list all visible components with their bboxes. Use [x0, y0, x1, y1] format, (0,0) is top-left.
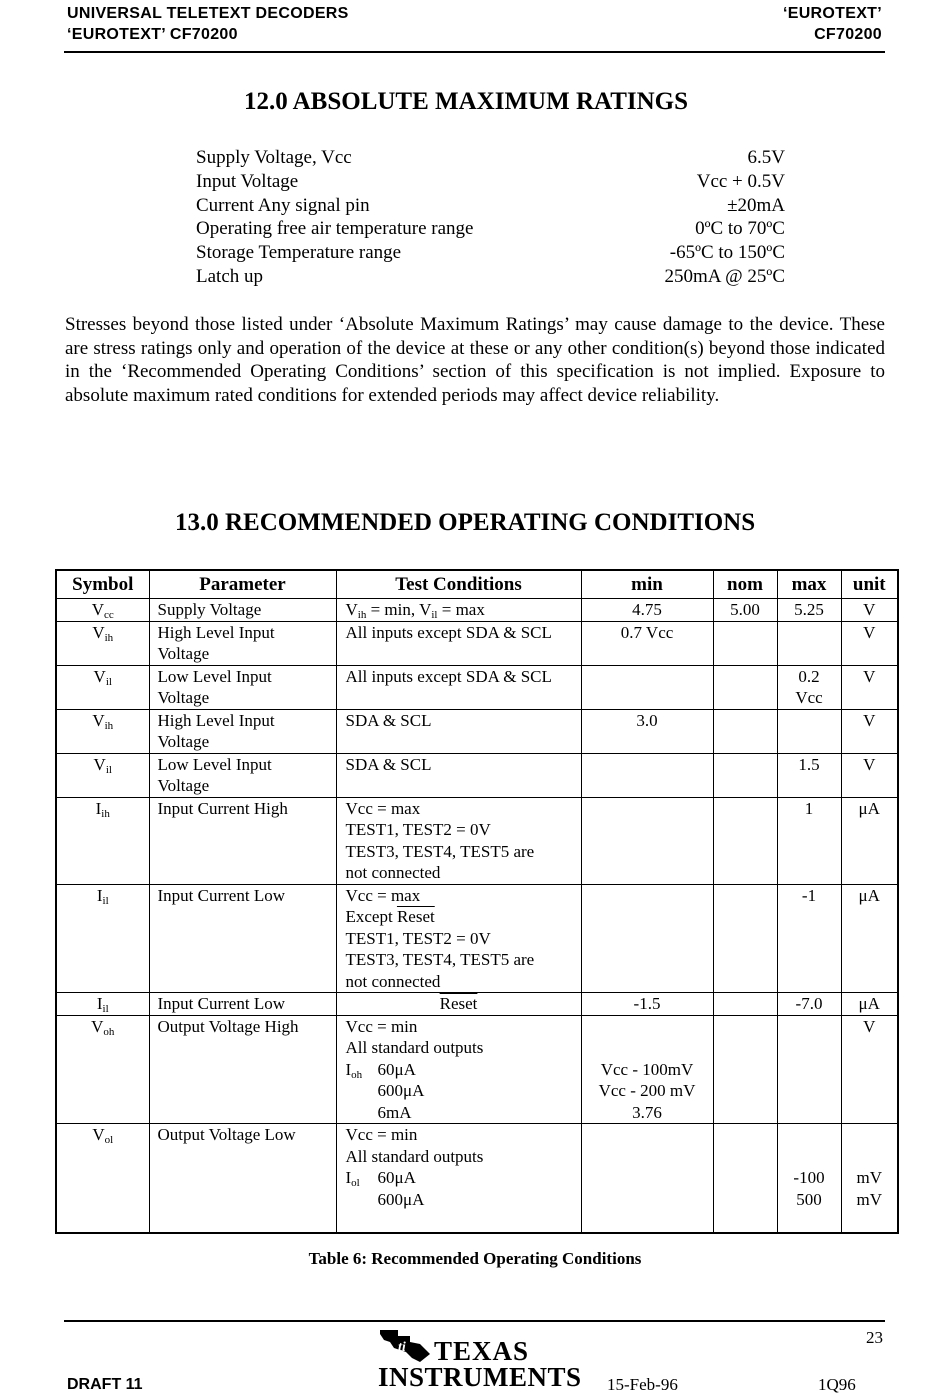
symbol-cell: $V_{cc}$: [56, 599, 149, 622]
rating-param: Storage Temperature range: [196, 242, 402, 264]
table-header-row: [56, 570, 898, 599]
column-header: Symbol: [56, 570, 149, 599]
header-left-line2: ‘EUROTEXT’ CF70200: [67, 26, 238, 43]
symbol-cell: $I_{ih}$: [56, 797, 149, 884]
symbol-cell: $V_{ol}$: [56, 1124, 149, 1233]
rating-value: ±20mA: [727, 194, 785, 216]
rating-value: Vcc + 0.5V: [696, 170, 785, 192]
unit-cell: V: [841, 621, 898, 665]
max-cell: 1.5: [777, 753, 841, 797]
table-row: [56, 884, 898, 993]
column-header: Test Conditions: [336, 570, 581, 599]
parameter-cell: Low Level Input Voltage: [149, 665, 336, 709]
rating-value: 6.5V: [747, 147, 785, 168]
max-cell: [777, 709, 841, 753]
unit-cell: V: [841, 665, 898, 709]
rating-value: 0ºC to 70ºC: [695, 218, 785, 240]
nom-cell: 5.00: [713, 599, 777, 622]
header-right-line1: ‘EUROTEXT’: [782, 5, 882, 22]
section-12-title: 12.0 ABSOLUTE MAXIMUM RATINGS: [244, 88, 689, 115]
table-row: [56, 599, 898, 622]
max-cell: -100 500: [777, 1124, 841, 1233]
column-header: Parameter: [149, 570, 336, 599]
rating-row: [196, 217, 785, 241]
nom-cell: [713, 753, 777, 797]
texas-instruments-logo: [376, 1328, 586, 1393]
operating-conditions-table: [55, 569, 899, 1234]
unit-cell: μA: [841, 884, 898, 993]
footer-date: 15-Feb-96: [607, 1375, 678, 1394]
header-right: [783, 3, 882, 45]
rating-param: Current Any signal pin: [196, 194, 370, 216]
min-cell: [581, 797, 713, 884]
condition-cell: Vcc = max TEST1, TEST2 = 0V TEST3, TEST4, TEST5 are not connected: [336, 797, 581, 884]
condition-cell: Vcc = max Except Reset TEST1, TEST2 = 0V TEST3, TEST4, TEST5 are not connected: [336, 884, 581, 993]
table-row: [56, 1124, 898, 1233]
max-cell: 1: [777, 797, 841, 884]
min-cell: [581, 1124, 713, 1233]
max-cell: 0.2 Vcc: [777, 665, 841, 709]
parameter-cell: High Level Input Voltage: [149, 709, 336, 753]
draft-label: DRAFT 11: [67, 1376, 143, 1393]
table-row: [56, 1015, 898, 1124]
parameter-cell: Low Level Input Voltage: [149, 753, 336, 797]
parameter-cell: Input Current Low: [149, 993, 336, 1016]
column-header: min: [581, 570, 713, 599]
unit-cell: mV mV: [841, 1124, 898, 1233]
unit-cell: V: [841, 1015, 898, 1124]
min-cell: [581, 753, 713, 797]
nom-cell: [713, 797, 777, 884]
rating-row: [196, 194, 785, 218]
rating-row: [196, 170, 785, 194]
page-number: 23: [866, 1328, 883, 1347]
unit-cell: V: [841, 753, 898, 797]
symbol-cell: $V_{ih}$: [56, 621, 149, 665]
min-cell: 3.0: [581, 709, 713, 753]
logo-line2: INSTRUMENTS: [378, 1362, 582, 1392]
nom-cell: [713, 1124, 777, 1233]
max-cell: [777, 1015, 841, 1124]
condition-cell: $V_{ih} = \min$, $V_{il} = \max$: [336, 599, 581, 622]
rating-row: [196, 146, 785, 170]
column-header: unit: [841, 570, 898, 599]
symbol-cell: $V_{il}$: [56, 665, 149, 709]
nom-cell: [713, 709, 777, 753]
min-cell: 4.75: [581, 599, 713, 622]
nom-cell: [713, 621, 777, 665]
footer-divider: [64, 1320, 885, 1322]
absolute-ratings-list: [196, 146, 785, 289]
max-cell: -7.0: [777, 993, 841, 1016]
ti-state-icon: [376, 1328, 434, 1364]
max-cell: [777, 621, 841, 665]
condition-cell: Vcc = min All standard outputs $I_{oh}$ 60μA 600μA 6mA: [336, 1015, 581, 1124]
symbol-cell: $V_{il}$: [56, 753, 149, 797]
symbol-cell: $I_{il}$: [56, 993, 149, 1016]
footer-quarter: 1Q96: [818, 1375, 856, 1394]
stress-paragraph: Stresses beyond those listed under ‘Absolute Maximum Ratings’ may cause damage to the device. These are stress ratings only and operation of the device at these or any other condition(s) beyond those indicated in the ‘Recommended Operating Conditions’ section of this specification is not implied. Exposure to absolute maximum rated conditions for extended periods may affect device reliability.: [65, 314, 885, 406]
condition-cell: All inputs except SDA & SCL: [336, 621, 581, 665]
rating-param: Operating free air temperature range: [196, 218, 474, 240]
table-row: [56, 665, 898, 709]
logo-line1: TEXAS: [434, 1336, 530, 1366]
table-caption: Table 6: Recommended Operating Conditions: [308, 1249, 642, 1268]
symbol-cell: $V_{oh}$: [56, 1015, 149, 1124]
min-cell: -1.5: [581, 993, 713, 1016]
nom-cell: [713, 884, 777, 993]
nom-cell: [713, 1015, 777, 1124]
rating-param: Input Voltage: [196, 170, 299, 192]
nom-cell: [713, 993, 777, 1016]
min-cell: 0.7 Vcc: [581, 621, 713, 665]
symbol-cell: $V_{ih}$: [56, 709, 149, 753]
min-cell: [581, 884, 713, 993]
section-13-title: 13.0 RECOMMENDED OPERATING CONDITIONS: [175, 509, 756, 536]
condition-cell: SDA & SCL: [336, 709, 581, 753]
condition-cell: Reset: [336, 993, 581, 1016]
rating-value: -65ºC to 150ºC: [669, 242, 785, 264]
condition-cell: All inputs except SDA & SCL: [336, 665, 581, 709]
header-divider: [64, 51, 885, 53]
unit-cell: μA: [841, 993, 898, 1016]
header-right-line2: CF70200: [814, 26, 882, 43]
parameter-cell: High Level Input Voltage: [149, 621, 336, 665]
nom-cell: [713, 665, 777, 709]
min-cell: Vcc - 100mV Vcc - 200 mV 3.76: [581, 1015, 713, 1124]
unit-cell: μA: [841, 797, 898, 884]
header-left: [67, 3, 349, 45]
svg-text:ti: ti: [398, 1340, 406, 1355]
rating-param: Supply Voltage, Vcc: [196, 147, 352, 168]
header-left-line1: UNIVERSAL TELETEXT DECODERS: [67, 5, 349, 22]
parameter-cell: Input Current Low: [149, 884, 336, 993]
table-row: [56, 621, 898, 665]
table-row: [56, 797, 898, 884]
condition-cell: Vcc = min All standard outputs $I_{ol}$ 60μA 600μA: [336, 1124, 581, 1233]
unit-cell: V: [841, 709, 898, 753]
rating-value: 250mA @ 25ºC: [664, 265, 785, 287]
condition-cell: SDA & SCL: [336, 753, 581, 797]
max-cell: 5.25: [777, 599, 841, 622]
parameter-cell: Output Voltage Low: [149, 1124, 336, 1233]
min-cell: [581, 665, 713, 709]
symbol-cell: $I_{il}$: [56, 884, 149, 993]
table-row: [56, 709, 898, 753]
rating-param: Latch up: [196, 265, 264, 287]
column-header: nom: [713, 570, 777, 599]
rating-row: [196, 241, 785, 265]
unit-cell: V: [841, 599, 898, 622]
column-header: max: [777, 570, 841, 599]
rating-row: [196, 265, 785, 289]
parameter-cell: Supply Voltage: [149, 599, 336, 622]
table-row: [56, 993, 898, 1016]
table-row: [56, 753, 898, 797]
parameter-cell: Output Voltage High: [149, 1015, 336, 1124]
max-cell: -1: [777, 884, 841, 993]
parameter-cell: Input Current High: [149, 797, 336, 884]
